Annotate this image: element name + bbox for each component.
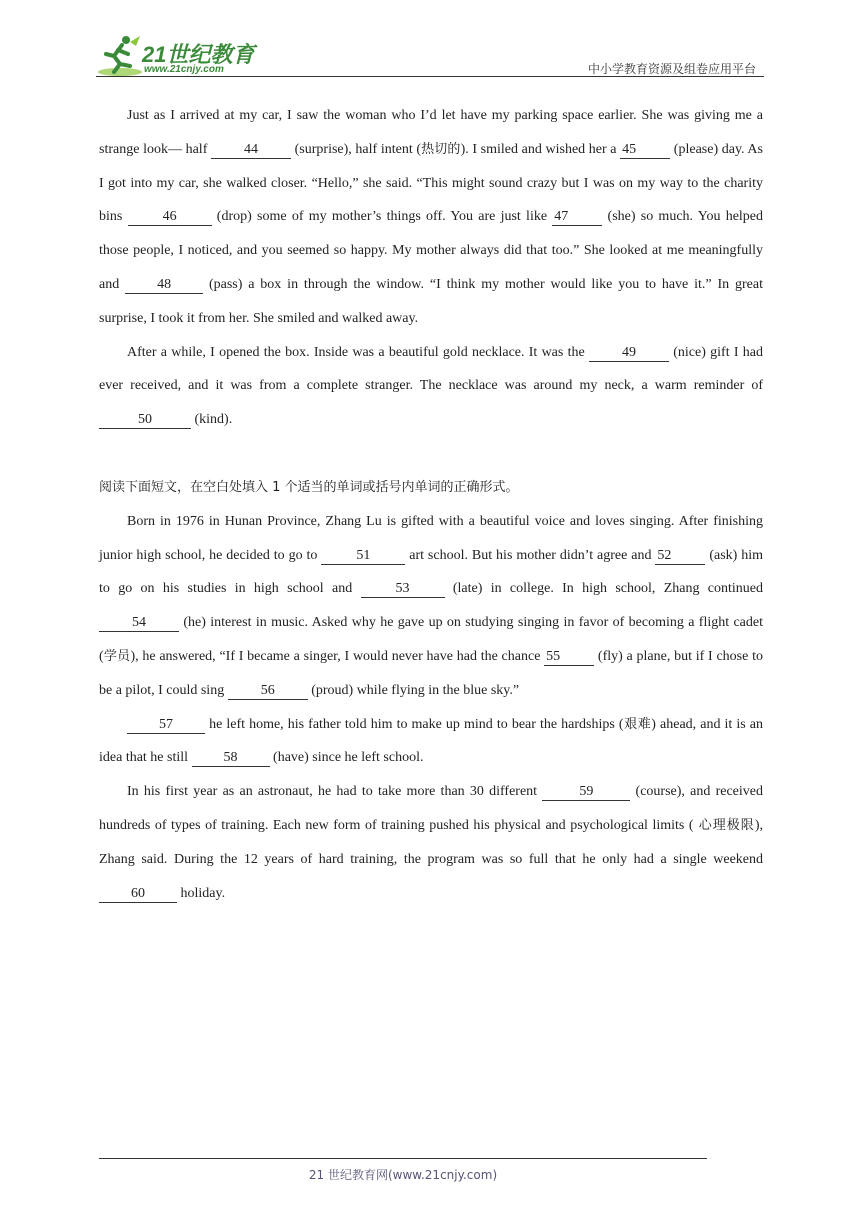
chinese-gloss: 学员 (103, 648, 131, 664)
text-run: (course), and received hundreds of types of training. Each new form of training pushed his physical and psychological limits ( (99, 784, 764, 833)
text-run: Just as I arrived at my car, I saw the woman who I’d let have my parking space earlier. She was giving me a strange look— half (99, 108, 763, 157)
logo-url: www.21cnjy.com (144, 64, 224, 75)
footer-text: 21 世纪教育网(www.21cnjy.com) (308, 1168, 498, 1182)
text-run: ). I smiled and wished her a (460, 141, 621, 157)
runner-logo-icon (96, 34, 142, 78)
header-divider (96, 76, 764, 77)
blank-44: 44 (211, 142, 291, 159)
text-run: (fly) a plane, but if I chose to be a pilot, I could sing (99, 648, 763, 698)
text-run: (kind). (191, 412, 233, 428)
text-run: ), Zhang said. During the 12 years of hard training, the program was so full that he only had a single weekend (99, 817, 763, 867)
document-body (99, 99, 763, 910)
text-run: After a while, I opened the box. Inside was a beautiful gold necklace. It was the (127, 344, 589, 360)
passage1-paragraph1 (99, 99, 763, 336)
logo (96, 34, 266, 78)
text-run: (nice) gift I had ever received, and it was from a complete stranger. The necklace was around my neck, a warm reminder of (99, 344, 763, 394)
blank-57: 57 (127, 717, 205, 734)
blank-50: 50 (99, 412, 191, 429)
blank-46: 46 (128, 209, 212, 226)
text-run: (surprise), half intent ( (291, 141, 422, 157)
page-header (96, 30, 764, 78)
chinese-gloss: 艰难 (623, 716, 652, 732)
footer-divider (99, 1158, 707, 1159)
text-run: ), he answered, “If I became a singer, I would never have had the chance (130, 648, 545, 664)
text-run: (he) interest in music. Asked why he gave up on studying singing in favor of becoming a flight cadet ( (99, 615, 763, 664)
text-run: (please) day. As I got into my car, she walked closer. “Hello,” she said. “This might sound crazy but I was on my way to the charity bins (99, 141, 763, 225)
passage2-paragraph2 (99, 708, 763, 776)
header-slogan: 中小学教育资源及组卷应用平台 (587, 62, 756, 76)
passage1-paragraph2 (99, 336, 763, 437)
text-run: (late) in college. In high school, Zhang continued (444, 581, 763, 597)
passage2-paragraph3 (99, 775, 763, 910)
blank-45: 45 (620, 142, 670, 159)
logo-text: 21世纪教育 (142, 42, 255, 67)
text-run: (drop) some of my mother’s things off. You are just like (211, 209, 553, 225)
blank-56: 56 (228, 683, 308, 700)
text-run: ) ahead, and it is an idea that he still (99, 716, 763, 766)
passage2-paragraph1 (99, 505, 763, 708)
chinese-gloss: 心理极限 (693, 817, 755, 833)
section-instruction: 阅读下面短文，在空白处填入 1 个适当的单词或括号内单词的正确形式。 (99, 479, 519, 495)
blank-59: 59 (542, 784, 630, 801)
blank-58: 58 (192, 750, 270, 767)
blank-55: 55 (544, 649, 594, 666)
text-run: (proud) while flying in the blue sky.” (307, 682, 520, 698)
blank-60: 60 (99, 886, 177, 903)
blank-49: 49 (589, 345, 669, 362)
text-run: art school. But his mother didn’t agree and (405, 547, 656, 563)
text-run: he left home, his father told him to make up mind to bear the hardships ( (205, 716, 624, 732)
blank-53: 53 (361, 581, 445, 598)
blank-47: 47 (552, 209, 602, 226)
chinese-gloss: 热切的 (421, 141, 461, 157)
blank-51: 51 (321, 548, 405, 565)
text-run: (ask) him to go on his studies in high school and (99, 547, 764, 597)
text-run: holiday. (177, 885, 226, 901)
text-run: In his first year as an astronaut, he had to take more than 30 different (127, 784, 543, 800)
blank-48: 48 (125, 277, 203, 294)
blank-54: 54 (99, 615, 179, 632)
text-run: Born in 1976 in Hunan Province, Zhang Lu is gifted with a beautiful voice and loves singing. After finishing junior high school, he decided to go to (99, 513, 763, 563)
text-run: (she) so much. You helped those people, I noticed, and you seemed so happy. My mother always did that too.” She looked at me meaningfully and (99, 209, 764, 292)
blank-52: 52 (655, 548, 705, 565)
text-run: (have) since he left school. (269, 750, 424, 766)
text-run: (pass) a box in through the window. “I think my mother would like you to have it.” In great surprise, I took it from her. She smiled and walked away. (99, 276, 763, 326)
